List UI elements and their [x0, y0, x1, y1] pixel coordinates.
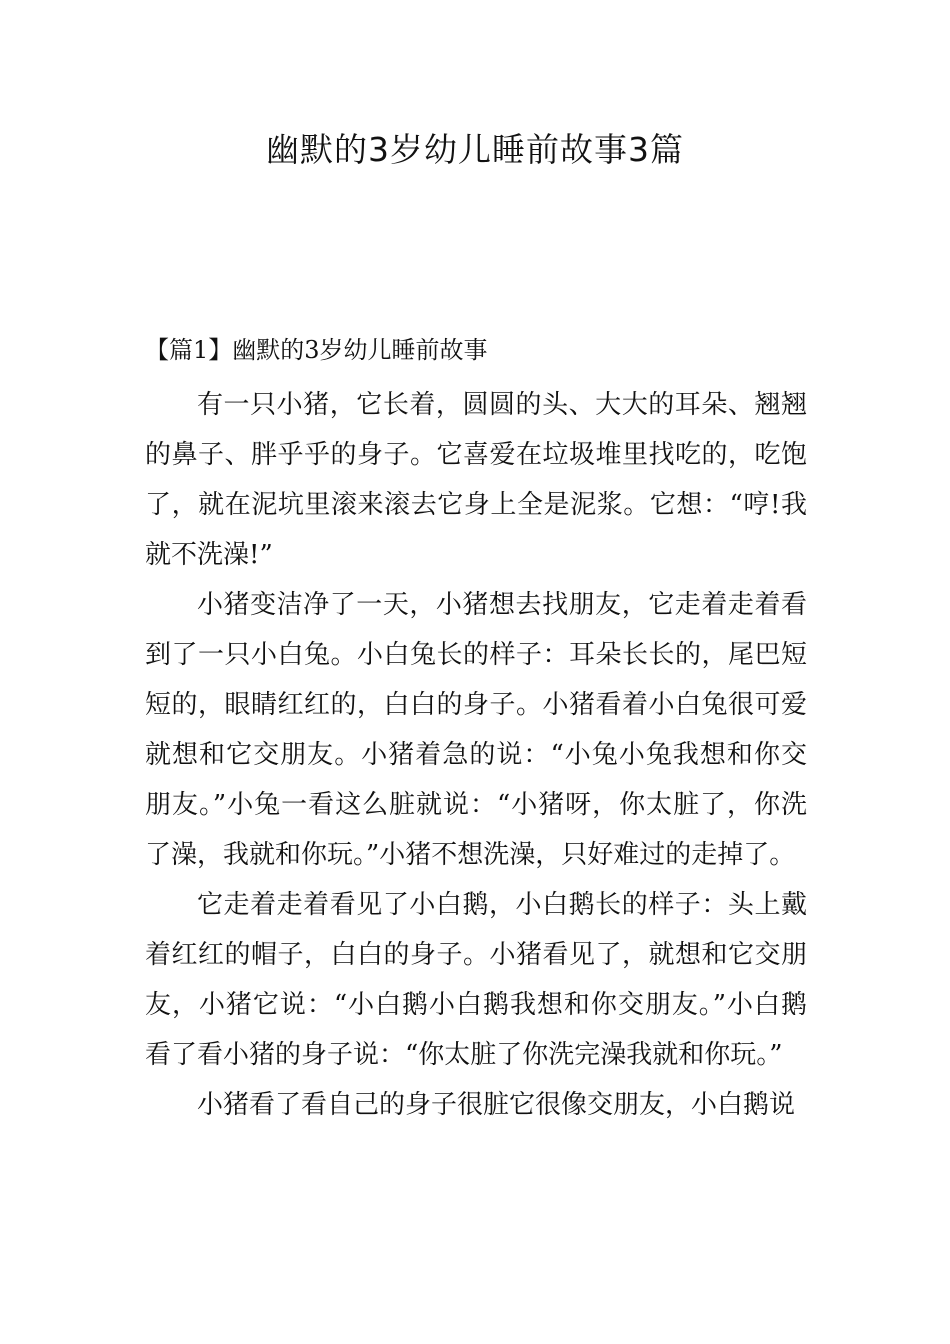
document-title: 幽默的3岁幼儿睡前故事3篇	[266, 130, 684, 169]
paragraph: 小猪变洁净了一天，小猪想去找朋友，它走着走着看到了一只小白兔。小白兔长的样子：耳朵长长的，尾巴短短的，眼睛红红的，白白的身子。小猪看着小白兔很可爱就想和它交朋友。小猪着急的说：“小兔小兔我想和你交朋友。”小兔一看这么脏就说：“小猪呀，你太脏了，你洗了澡，我就和你玩。”小猪不想洗澡，只好难过的走掉了。	[145, 590, 807, 870]
story-body	[145, 380, 807, 1130]
section-heading: 【篇1】幽默的3岁幼儿睡前故事	[145, 336, 488, 364]
paragraph: 有一只小猪，它长着，圆圆的头、大大的耳朵、翘翘的鼻子、胖乎乎的身子。它喜爱在垃圾堆里找吃的，吃饱了，就在泥坑里滚来滚去它身上全是泥浆。它想：“哼!我就不洗澡!”	[145, 390, 807, 570]
paragraph: 小猪看了看自己的身子很脏它很像交朋友，小白鹅说	[197, 1090, 796, 1120]
paragraph: 它走着走着看见了小白鹅，小白鹅长的样子：头上戴着红红的帽子，白白的身子。小猪看见了，就想和它交朋友，小猪它说：“小白鹅小白鹅我想和你交朋友。”小白鹅看了看小猪的身子说：“你太脏了你洗完澡我就和你玩。”	[145, 890, 807, 1070]
